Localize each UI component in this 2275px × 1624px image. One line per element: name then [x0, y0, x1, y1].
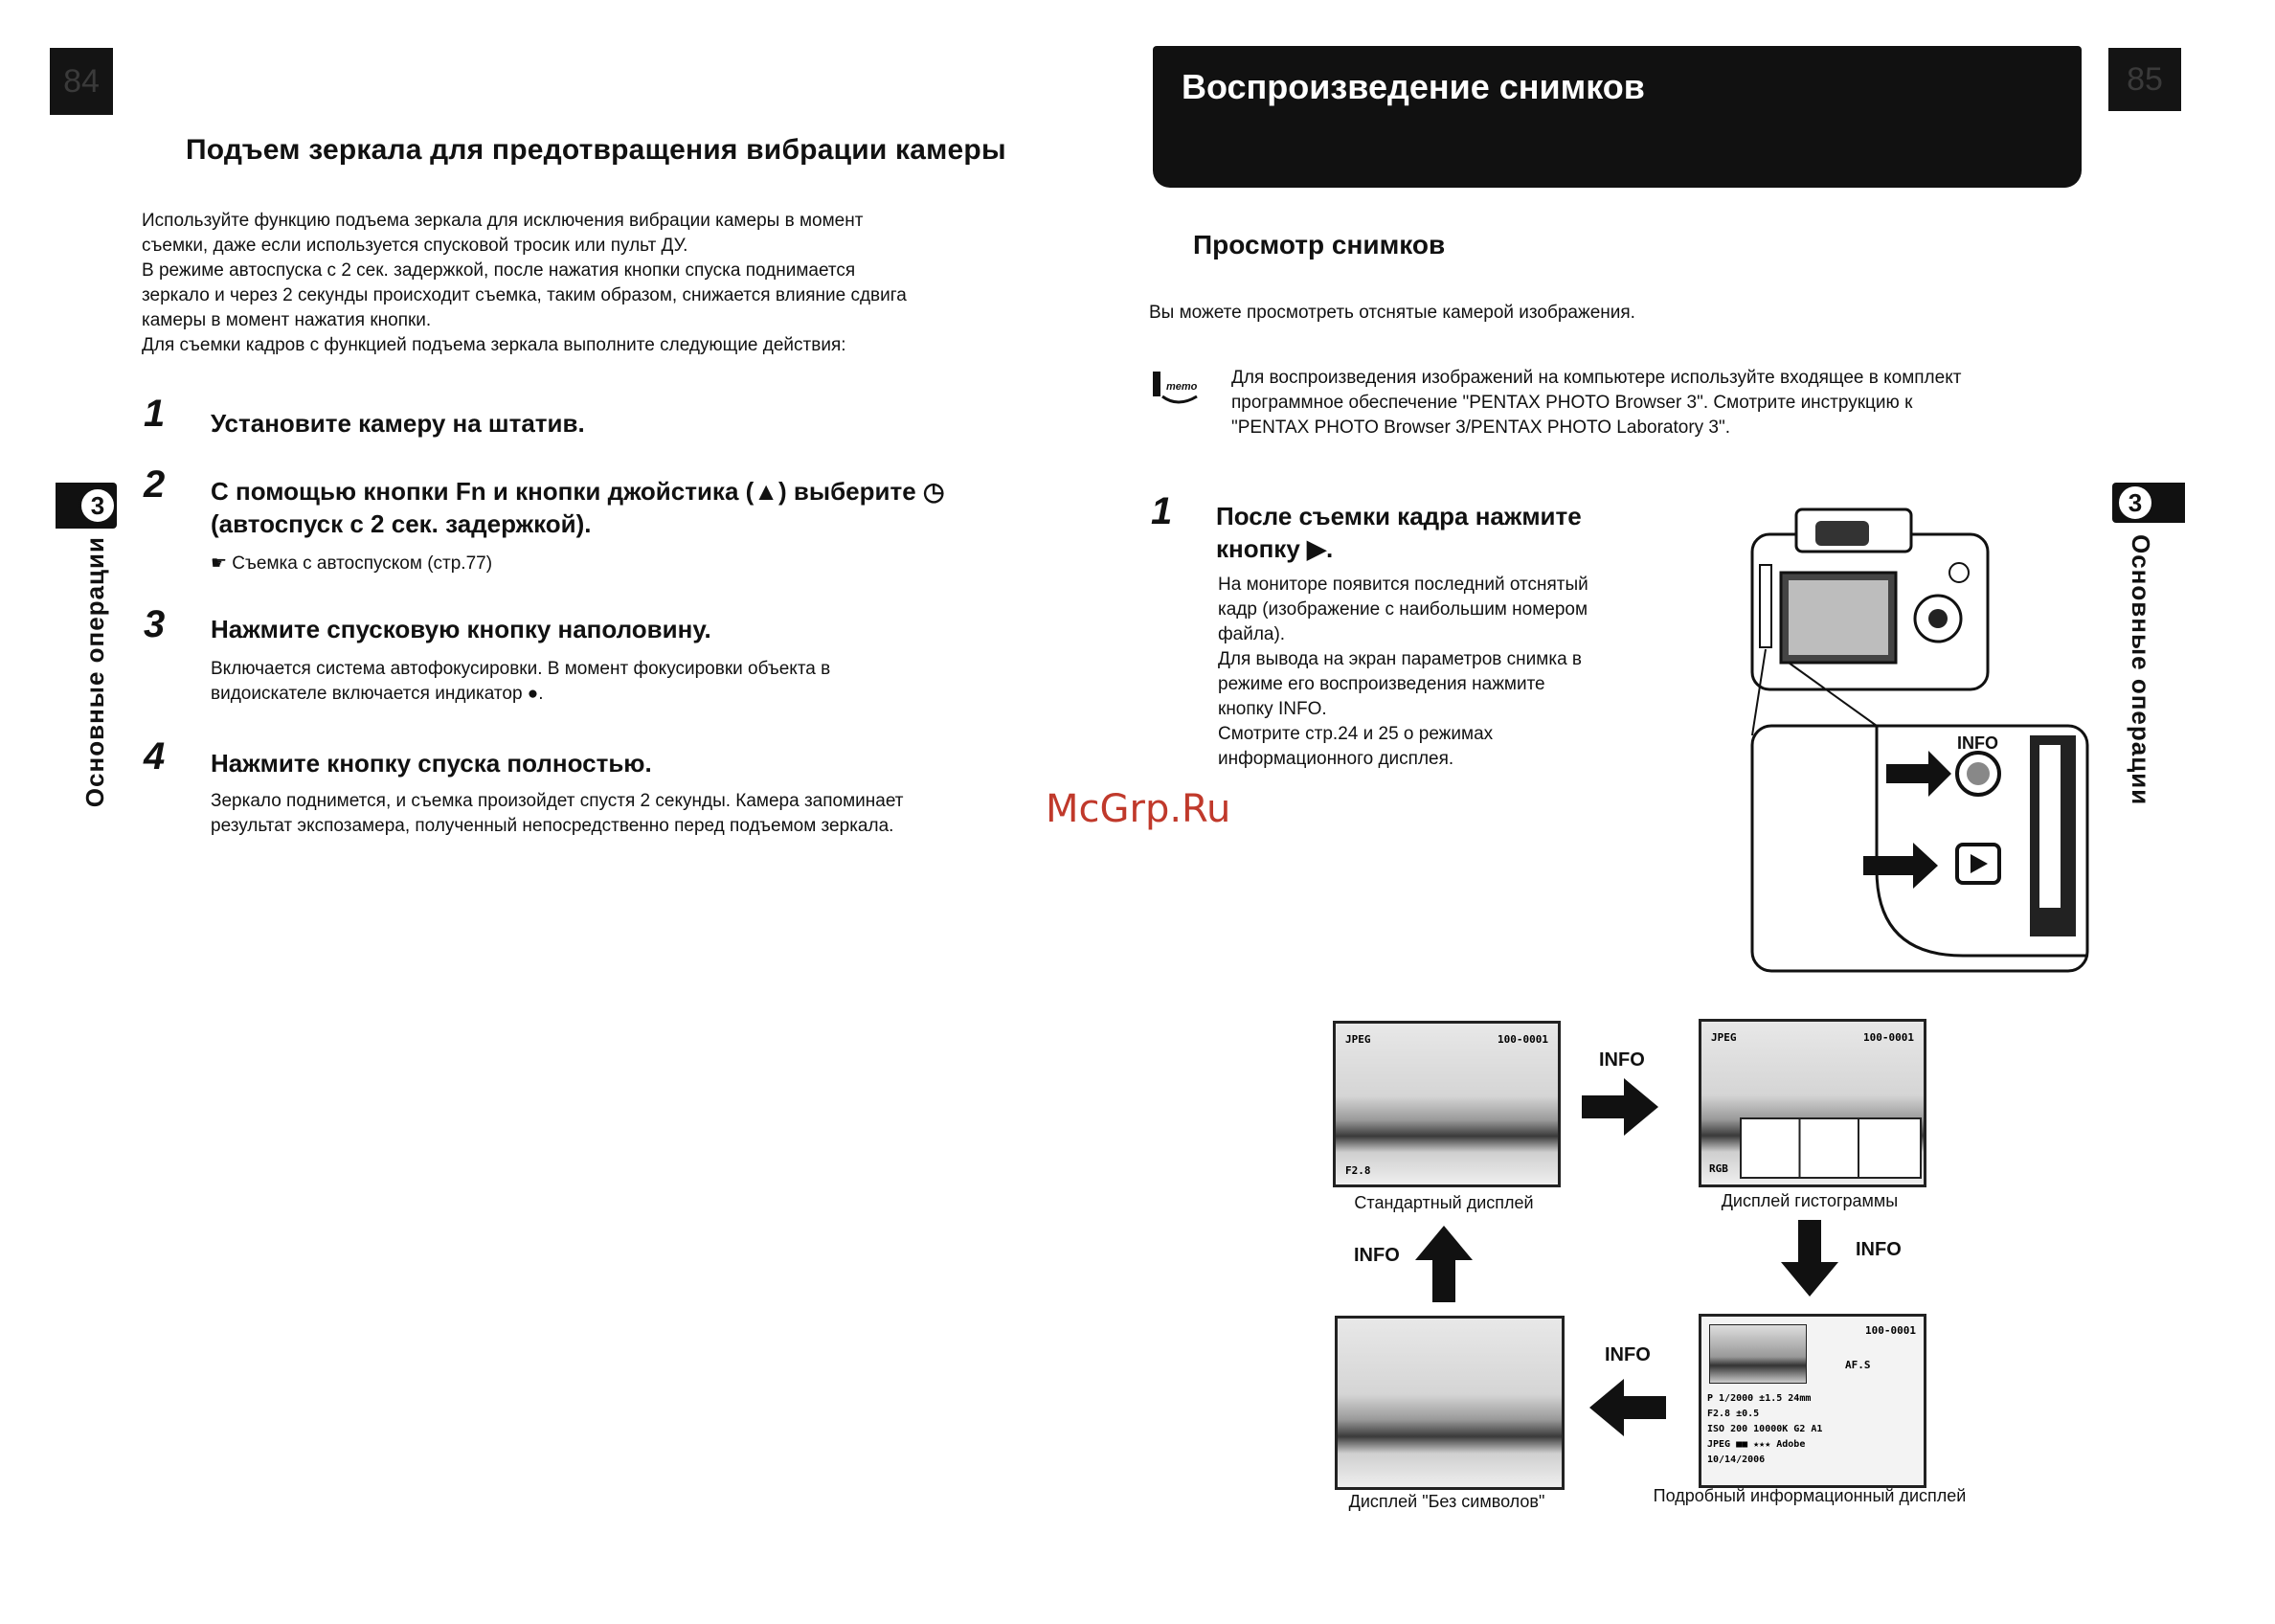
step-2-number: 2 — [144, 463, 166, 506]
no-symbols-display-label: Дисплей "Без символов" — [1348, 1492, 1545, 1511]
memo-line: Для воспроизведения изображений на компьютере используйте входящее в комплект — [1231, 368, 1962, 388]
right-intro: Вы можете просмотреть отснятые камерой изображения. — [1149, 303, 1635, 323]
step-3-number: 3 — [144, 603, 166, 645]
screen-fstop: F2.8 — [1345, 1164, 1371, 1177]
histogram-display-screen — [1699, 1019, 1926, 1187]
right-step-line: Смотрите стр.24 и 25 о режимах — [1218, 724, 1494, 744]
left-page-number: 84 — [50, 48, 113, 115]
histogram-display-label: Дисплей гистограммы — [1721, 1191, 1899, 1210]
no-symbols-display-screen — [1335, 1316, 1565, 1490]
step-2-text: ☛ Съемка с автоспуском (стр.77) — [211, 553, 493, 574]
memo-icon — [1149, 368, 1201, 412]
memo-line: программное обеспечение "PENTAX PHOTO Browser 3". Смотрите инструкцию к — [1231, 393, 1913, 413]
arrow-right-icon — [1582, 1078, 1658, 1136]
screen-jpeg: JPEG — [1345, 1033, 1371, 1046]
arrow-down-icon — [1781, 1220, 1838, 1297]
screen-detail-line: F2.8 ±0.5 — [1707, 1409, 1760, 1419]
right-step-title-line: После съемки кадра нажмите — [1216, 502, 1582, 530]
screen-af: AF.S — [1845, 1359, 1871, 1371]
screen-file-number: 100-0001 — [1865, 1324, 1916, 1337]
step-3-text-line: видоискателе включается индикатор ●. — [211, 684, 544, 704]
step-2-title-line: С помощью кнопки Fn и кнопки джойстика (▲) выберите ◷ — [211, 477, 945, 506]
screen-rgb: RGB — [1709, 1162, 1728, 1175]
left-chapter-label: Основные операции — [80, 536, 109, 808]
standard-display-screen — [1333, 1021, 1561, 1187]
banner-title: Воспроизведение снимков — [1182, 67, 1645, 106]
arrow-up-icon — [1415, 1226, 1473, 1302]
camera-back-icon — [1743, 506, 2097, 979]
intro-line: камеры в момент нажатия кнопки. — [142, 310, 432, 330]
intro-line: Используйте функцию подъема зеркала для исключения вибрации камеры в момент — [142, 211, 864, 231]
memo-line: "PENTAX PHOTO Browser 3/PENTAX PHOTO Laboratory 3". — [1231, 417, 1731, 438]
right-subtitle: Просмотр снимков — [1193, 230, 1446, 259]
standard-display-label: Стандартный дисплей — [1354, 1193, 1534, 1212]
step-2-title — [211, 475, 1072, 540]
step-3-title: Нажмите спусковую кнопку наполовину. — [211, 615, 711, 643]
right-step-line: режиме его воспроизведения нажмите — [1218, 674, 1545, 694]
step-4-number: 4 — [144, 735, 166, 778]
step-1-title: Установите камеру на штатив. — [211, 409, 585, 438]
screen-detail-line: JPEG ■■ ★★★ Adobe — [1707, 1439, 1806, 1450]
screen-detail-line: P 1/2000 ±1.5 24mm — [1707, 1393, 1812, 1404]
screen-detail-line: ISO 200 10000K G2 A1 — [1707, 1424, 1823, 1434]
info-label-left: INFO — [1354, 1245, 1400, 1266]
camera-info-button-label: INFO — [1957, 733, 1998, 753]
right-banner — [1153, 46, 2082, 188]
detailed-display-label: Подробный информационный дисплей — [1653, 1486, 1967, 1505]
step-4-title: Нажмите кнопку спуска полностью. — [211, 749, 652, 778]
detailed-thumbnail — [1709, 1324, 1807, 1384]
detailed-display-screen — [1699, 1314, 1926, 1488]
left-intro — [142, 209, 1080, 358]
right-step-1-number: 1 — [1151, 490, 1173, 532]
intro-line: Для съемки кадров с функцией подъема зеркала выполните следующие действия: — [142, 335, 846, 355]
screen-file-number: 100-0001 — [1498, 1033, 1548, 1046]
right-step-line: На мониторе появится последний отснятый — [1218, 575, 1588, 595]
step-4-text — [211, 789, 1072, 839]
screen-detail-line: 10/14/2006 — [1707, 1455, 1766, 1465]
right-step-line: файла). — [1218, 624, 1286, 644]
screen-jpeg: JPEG — [1711, 1031, 1737, 1044]
right-chapter-label: Основные операции — [2127, 534, 2155, 806]
step-3-text-line: Включается система автофокусировки. В момент фокусировки объекта в — [211, 659, 831, 679]
intro-line: зеркало и через 2 секунды происходит съемка, таким образом, снижается влияние сдвига — [142, 285, 907, 305]
left-chapter-number: 3 — [79, 486, 117, 525]
right-step-title-line: кнопку ▶. — [1216, 534, 1334, 563]
right-chapter-number: 3 — [2116, 484, 2154, 522]
info-label-right: INFO — [1856, 1239, 1902, 1260]
watermark: McGrp.Ru — [1046, 787, 1231, 831]
right-step-line: информационного дисплея. — [1218, 749, 1454, 769]
right-step-1-title — [1216, 500, 1582, 565]
info-label-top: INFO — [1599, 1049, 1645, 1071]
step-2-title-line: (автоспуск с 2 сек. задержкой). — [211, 509, 592, 538]
info-label-bottom: INFO — [1605, 1344, 1651, 1365]
right-page-number: 85 — [2108, 48, 2181, 111]
intro-line: В режиме автоспуска с 2 сек. задержкой, после нажатия кнопки спуска поднимается — [142, 260, 856, 281]
memo-text — [1231, 366, 2093, 440]
intro-line: съемки, даже если используется спусковой тросик или пульт ДУ. — [142, 236, 688, 256]
step-3-text — [211, 657, 1072, 707]
left-chapter-tab — [56, 483, 117, 529]
left-page-title: Подъем зеркала для предотвращения вибрации камеры — [186, 134, 1006, 166]
right-step-line: кнопку INFO. — [1218, 699, 1327, 719]
histogram-grid — [1740, 1117, 1922, 1179]
right-step-1-text — [1218, 573, 1716, 772]
right-chapter-tab — [2112, 483, 2185, 523]
right-step-line: Для вывода на экран параметров снимка в — [1218, 649, 1583, 669]
camera-illustration — [1743, 506, 2097, 979]
screen-file-number: 100-0001 — [1863, 1031, 1914, 1044]
step-1-number: 1 — [144, 393, 166, 435]
step-4-text-line: результат экспозамера, полученный непосредственно перед подъемом зеркала. — [211, 816, 894, 836]
right-step-line: кадр (изображение с наибольшим номером — [1218, 599, 1588, 620]
arrow-left-icon — [1589, 1379, 1666, 1436]
step-4-text-line: Зеркало поднимется, и съемка произойдет спустя 2 секунды. Камера запоминает — [211, 791, 904, 811]
memo-label: memo — [1166, 381, 1198, 393]
